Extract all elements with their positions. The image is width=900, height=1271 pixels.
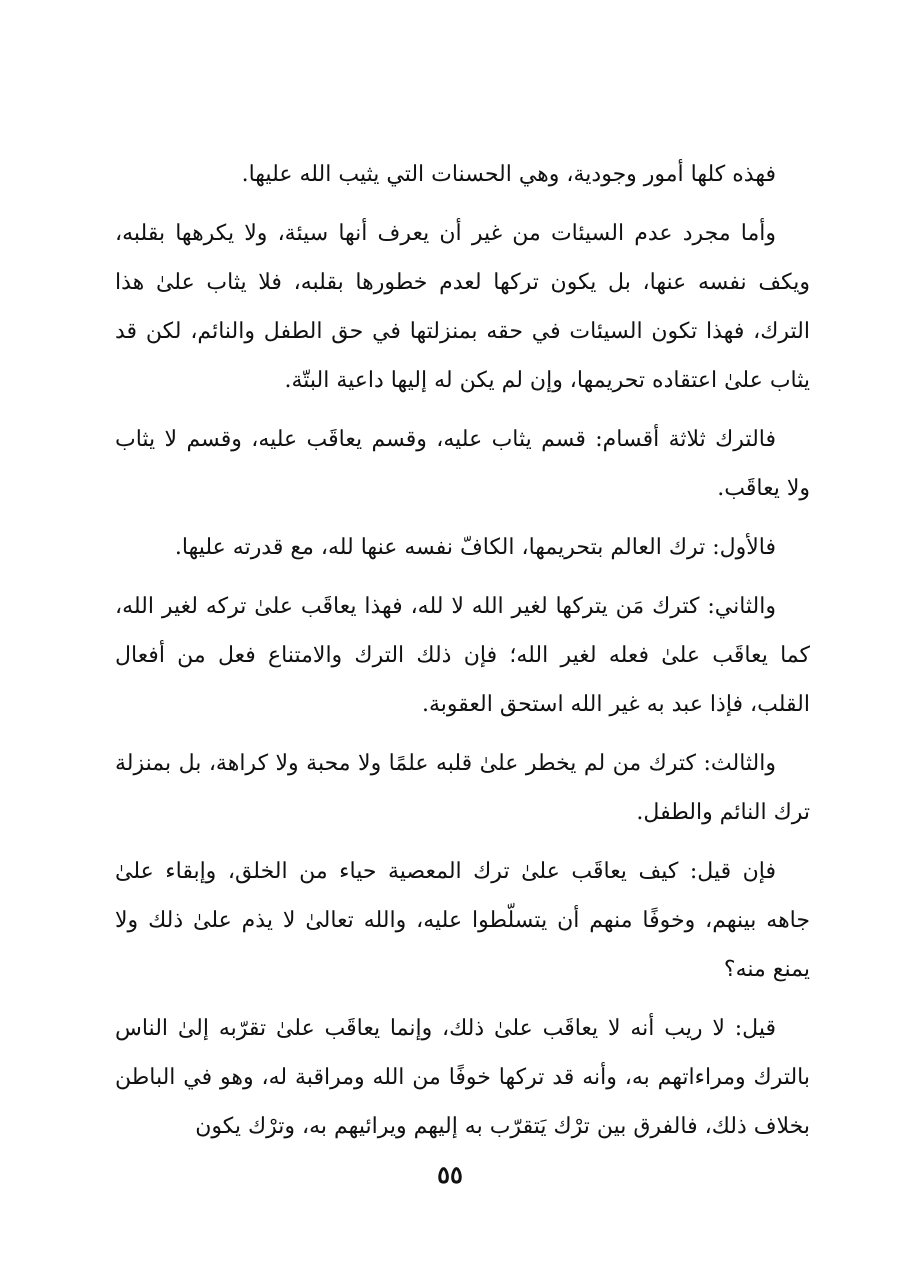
- paragraph-6: والثالث: كترك من لم يخطر علىٰ قلبه علمًا ولا محبة ولا كراهة، بل بمنزلة ترك النائم والطفل.: [115, 751, 810, 825]
- page-body: [115, 150, 810, 1161]
- paragraph-3: فالترك ثلاثة أقسام: قسم يثاب عليه، وقسم يعاقَب عليه، وقسم لا يثاب ولا يعاقَب.: [115, 427, 810, 501]
- paragraph-4: فالأول: ترك العالم بتحريمها، الكافّ نفسه عنها لله، مع قدرته عليها.: [174, 535, 776, 560]
- paragraph-8: قيل: لا ريب أنه لا يعاقَب علىٰ ذلك، وإنما يعاقَب علىٰ تقرّبه إلىٰ الناس بالترك ومراءاتهم به، وأنه قد تركها خوفًا من الله ومراقبة له، وهو في الباطن بخلاف ذلك، فالفرق بين ترْك يَتقرّب به إليهم ويرائيهم به، وترْك يكون: [115, 1016, 810, 1139]
- paragraph-7: فإن قيل: كيف يعاقَب علىٰ ترك المعصية حياء من الخلق، وإبقاء علىٰ جاهه بينهم، وخوفًا منهم أن يتسلّطوا عليه، والله تعالىٰ لا يذم علىٰ ذلك ولا يمنع منه؟: [115, 859, 810, 982]
- paragraph-1: فهذه كلها أمور وجودية، وهي الحسنات التي يثيب الله عليها.: [241, 162, 776, 187]
- paragraph-2: وأما مجرد عدم السيئات من غير أن يعرف أنها سيئة، ولا يكرهها بقلبه، ويكف نفسه عنها، بل يكون تركها لعدم خطورها بقلبه، فلا يثاب علىٰ هذا الترك، فهذا تكون السيئات في حقه بمنزلتها في حق الطفل والنائم، لكن قد يثاب علىٰ اعتقاده تحريمها، وإن لم يكن له إليها داعية البتّة.: [115, 221, 810, 393]
- paragraph-5: والثاني: كترك مَن يتركها لغير الله لا لله، فهذا يعاقَب علىٰ تركه لغير الله، كما يعاقَب علىٰ فعله لغير الله؛ فإن ذلك الترك والامتناع فعل من أفعال القلب، فإذا عبد به غير الله استحق العقوبة.: [115, 594, 810, 717]
- page-number: ٥٥: [437, 1160, 463, 1189]
